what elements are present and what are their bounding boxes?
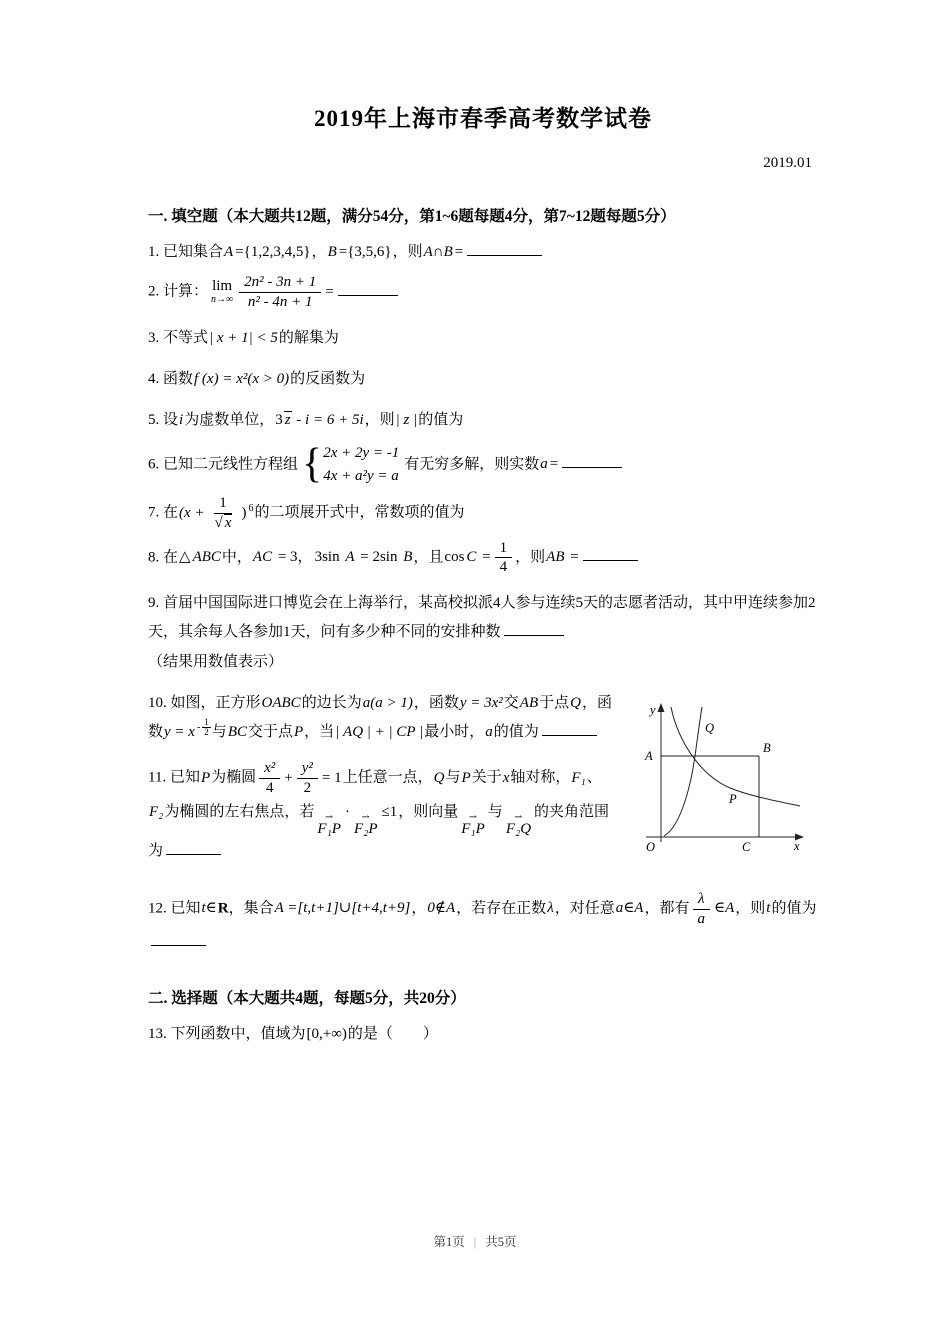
fraction-numerator: 1 bbox=[495, 539, 513, 559]
question-text: 与 bbox=[211, 724, 227, 741]
question-text: ，函数 bbox=[148, 694, 612, 741]
vector-body: F₂Q bbox=[505, 820, 532, 837]
parabola-curve bbox=[664, 707, 702, 836]
math-coefficient: 3 bbox=[275, 412, 283, 429]
equals-sign: = bbox=[454, 244, 464, 260]
vector bbox=[353, 811, 379, 837]
math-point: P bbox=[294, 724, 304, 741]
math-expression: - i = 6 + 5i bbox=[292, 412, 364, 429]
math-var: t bbox=[766, 900, 771, 917]
brace-symbol: { bbox=[302, 440, 323, 487]
radicand: x bbox=[224, 514, 232, 531]
footer-page-number: 第1页 bbox=[433, 1235, 465, 1249]
fraction bbox=[209, 494, 238, 533]
page-footer bbox=[0, 1232, 950, 1250]
fraction bbox=[239, 273, 321, 312]
question-text: 的值为 bbox=[418, 412, 464, 429]
math-var: x bbox=[502, 770, 510, 787]
question-text: 4. 函数 bbox=[148, 371, 194, 387]
exam-date: 2019.01 bbox=[763, 155, 812, 171]
equals-sign: = bbox=[549, 456, 559, 473]
question-text: 有无穷多解，则实数 bbox=[404, 456, 540, 473]
question-9 bbox=[148, 589, 818, 677]
figure-label-q: Q bbox=[705, 720, 715, 735]
section-1-heading: 一. 填空题（本大题共12题，满分54分，第1~6题每题4分，第7~12题每题5分） bbox=[148, 208, 676, 225]
math-equality: = 3， bbox=[274, 549, 313, 566]
math-cosine: cos bbox=[444, 549, 465, 566]
page-content bbox=[148, 100, 818, 1049]
figure-label-y: y bbox=[650, 702, 656, 717]
question-text: ，若存在正数 bbox=[456, 900, 547, 917]
math-point: Q bbox=[570, 694, 581, 711]
question-text: 为椭圆 bbox=[211, 770, 257, 787]
fraction-numerator: 1 bbox=[214, 494, 232, 514]
math-membership: a∈A bbox=[615, 900, 644, 917]
math-side: AB bbox=[546, 549, 565, 566]
question-4 bbox=[148, 365, 818, 394]
vector-body: F₁P bbox=[317, 820, 341, 837]
math-expression: f (x) = x²(x > 0) bbox=[194, 371, 290, 387]
math-equality: = 2sin bbox=[356, 549, 402, 566]
question-2 bbox=[148, 273, 818, 312]
math-open: (x + bbox=[179, 504, 205, 521]
math-point: Q bbox=[433, 770, 445, 787]
question-text: ，集合 bbox=[228, 900, 274, 917]
math-segment: AB bbox=[519, 694, 539, 711]
figure-label-a: A bbox=[645, 748, 653, 763]
math-set-union: A =[t,t+1]∪[t+4,t+9] bbox=[274, 900, 411, 917]
math-square-name: OABC bbox=[261, 694, 301, 711]
binomial-expression bbox=[178, 495, 254, 531]
fraction-numerator: y² bbox=[297, 759, 318, 779]
question-text: 为虚数单位， bbox=[184, 412, 275, 429]
vector-arrow-icon: ⇀ bbox=[514, 811, 523, 823]
math-expression: A∩B bbox=[423, 244, 453, 260]
fraction-denominator bbox=[209, 514, 238, 533]
footer-separator: | bbox=[473, 1235, 477, 1249]
question-text: 11. 已知 bbox=[148, 770, 200, 787]
vector bbox=[505, 811, 532, 837]
question-text: 于点 bbox=[539, 694, 570, 711]
y-axis-arrowhead bbox=[658, 703, 665, 712]
answer-blank bbox=[542, 721, 597, 736]
fraction-numerator: 1 bbox=[204, 717, 209, 727]
math-interval: [0,+∞) bbox=[306, 1025, 347, 1042]
question-text: 交 bbox=[503, 694, 519, 711]
question-text: 5. 设 bbox=[148, 412, 179, 429]
math-triangle-name: ABC bbox=[192, 549, 221, 566]
question-text: 的边长为 bbox=[301, 694, 362, 711]
vector-arrow-icon: ⇀ bbox=[361, 811, 370, 823]
inequality: ≤1 bbox=[381, 803, 398, 820]
fraction bbox=[495, 539, 513, 578]
exponent bbox=[196, 717, 212, 738]
question-text: ，则 bbox=[735, 900, 766, 917]
question-text: 中， bbox=[221, 549, 252, 566]
question-13 bbox=[148, 1020, 818, 1049]
fraction-denominator: 4 bbox=[499, 559, 508, 576]
fraction-numerator: λ bbox=[693, 890, 710, 910]
section-2-heading: 二. 选择题（本大题共4题，每题5分，共20分） bbox=[148, 989, 466, 1007]
enumeration-comma: 、 bbox=[586, 770, 602, 787]
figure-label-x: x bbox=[794, 838, 800, 853]
math-var: B bbox=[327, 244, 337, 260]
fraction-numerator: x² bbox=[259, 759, 280, 779]
question-text: 关于 bbox=[471, 770, 502, 787]
question-text: 最小时， bbox=[424, 724, 485, 741]
comma: ， bbox=[311, 244, 327, 260]
question-text: 12. 已知 bbox=[148, 900, 201, 917]
math-function: y = x bbox=[164, 724, 195, 741]
comma: ， bbox=[411, 900, 427, 917]
question-text: 的二项展开式中，常数项的值为 bbox=[254, 504, 465, 521]
math-membership: ∈A bbox=[714, 900, 735, 917]
question-text: ，函数 bbox=[413, 694, 459, 711]
radical-sign: √ bbox=[214, 514, 223, 531]
equation-row: 2x + 2y = -1 bbox=[323, 444, 400, 461]
fraction-denominator: a bbox=[697, 910, 705, 927]
math-point: P bbox=[461, 770, 471, 787]
equals-sign: = bbox=[566, 549, 579, 566]
limit-expression bbox=[211, 279, 233, 305]
question-text: ，且 bbox=[413, 549, 444, 566]
question-8 bbox=[148, 539, 818, 578]
math-side: AC bbox=[252, 549, 273, 566]
equation-system bbox=[302, 442, 400, 489]
dot-product-sign: · bbox=[344, 803, 350, 820]
math-not-in: 0∉A bbox=[427, 900, 456, 917]
coordinate-figure bbox=[626, 699, 818, 867]
math-expression: a(a > 1) bbox=[362, 694, 413, 711]
math-sine: 3sin bbox=[314, 549, 344, 566]
question-text: 的反函数为 bbox=[290, 371, 366, 387]
fraction bbox=[259, 759, 280, 798]
plus-sign: + bbox=[284, 770, 293, 787]
footer-total-pages: 共5页 bbox=[485, 1235, 517, 1249]
question-text: 与 bbox=[487, 803, 503, 820]
question-text: ，则 bbox=[364, 412, 395, 429]
math-var: A bbox=[345, 549, 355, 566]
question-text: 13. 下列函数中，值域为 bbox=[148, 1025, 306, 1042]
equals-sign: = bbox=[325, 283, 334, 300]
question-text: ，对任意 bbox=[554, 900, 615, 917]
equation-row: 4x + a²y = a bbox=[323, 467, 399, 484]
page-title: 2019年上海市春季高考数学试卷 bbox=[314, 106, 652, 131]
question-text: 交于点 bbox=[247, 724, 293, 741]
answer-blank bbox=[467, 241, 542, 256]
fraction-denominator: 2 bbox=[303, 780, 312, 797]
math-modulus: | z | bbox=[395, 412, 418, 429]
math-lambda: λ bbox=[547, 900, 554, 917]
exponent-fraction bbox=[202, 718, 211, 738]
question-text: 3. 不等式 bbox=[148, 329, 209, 346]
question-text: 上任意一点， bbox=[342, 770, 433, 787]
vector-body: F₂P bbox=[353, 820, 378, 837]
fraction bbox=[693, 890, 711, 929]
question-text: 8. 在 bbox=[148, 549, 179, 566]
math-var: a bbox=[485, 724, 493, 741]
figure-label-b: B bbox=[763, 740, 771, 755]
question-text: ，都有 bbox=[644, 900, 690, 917]
question-text: 1. 已知集合 bbox=[148, 244, 224, 260]
question-text: ，当 bbox=[304, 724, 335, 741]
limit-operator: lim bbox=[212, 278, 233, 295]
question-text: 为椭圆的左右焦点，若 bbox=[164, 803, 315, 820]
math-expression: | AQ | + | CP | bbox=[335, 724, 424, 741]
math-expression: t∈ bbox=[201, 900, 217, 917]
fraction-denominator: 2 bbox=[204, 727, 209, 738]
question-text: 与 bbox=[445, 770, 461, 787]
answer-blank bbox=[562, 453, 622, 468]
minus-sign: - bbox=[196, 722, 201, 734]
question-text: ，则 bbox=[515, 549, 546, 566]
figure-label-c: C bbox=[742, 839, 751, 854]
question-text: 9. 首届中国国际进口博览会在上海举行，某高校拟派4人参与连续5天的志愿者活动，其中甲连续参加2天，其余每人各参加1天，问有多少种不同的安排种数 bbox=[148, 595, 816, 641]
math-set: ={1,2,3,4,5} bbox=[235, 244, 311, 260]
math-conjugate: z bbox=[284, 412, 291, 429]
figure-label-o: O bbox=[646, 839, 656, 854]
question-note: （结果用数值表示） bbox=[148, 653, 284, 670]
question-10-11-block bbox=[148, 689, 818, 878]
question-text: 6. 已知二元线性方程组 bbox=[148, 456, 299, 473]
math-close: ) bbox=[241, 504, 247, 521]
question-10-figure bbox=[626, 699, 818, 872]
question-3 bbox=[148, 324, 818, 353]
question-text: 轴对称， bbox=[510, 770, 571, 787]
math-point: P bbox=[200, 770, 211, 787]
answer-blank bbox=[583, 546, 638, 561]
math-set: ={3,5,6} bbox=[338, 244, 392, 260]
question-text: ，则 bbox=[392, 244, 423, 260]
question-7 bbox=[148, 494, 818, 533]
math-var: B bbox=[403, 549, 413, 566]
answer-blank bbox=[338, 281, 398, 296]
question-text: 7. 在 bbox=[148, 504, 179, 521]
fraction-numerator: 2n² - 3n + 1 bbox=[239, 273, 321, 293]
math-focus: F₂ bbox=[149, 803, 164, 820]
vector bbox=[316, 811, 342, 837]
exponent: 6 bbox=[248, 502, 254, 514]
math-segment: BC bbox=[227, 724, 247, 741]
question-text: ，则向量 bbox=[398, 803, 459, 820]
figure-label-p: P bbox=[729, 791, 737, 806]
question-6 bbox=[148, 442, 818, 489]
math-reals-symbol: R bbox=[217, 900, 229, 917]
math-var: a bbox=[540, 456, 548, 473]
vector-arrow-icon: ⇀ bbox=[324, 811, 334, 823]
question-1 bbox=[148, 238, 818, 267]
equals-sign: = 1 bbox=[321, 770, 342, 787]
question-12 bbox=[148, 890, 818, 958]
question-text: 2. 计算： bbox=[148, 283, 209, 300]
equation-rows bbox=[322, 442, 400, 489]
answer-blank bbox=[504, 621, 564, 636]
math-var: i bbox=[179, 412, 184, 429]
fraction-denominator: n² - 4n + 1 bbox=[247, 294, 313, 310]
answer-blank bbox=[166, 840, 221, 855]
question-text: 的值为 bbox=[493, 724, 539, 741]
math-var: C bbox=[466, 549, 477, 566]
question-text: 的夹角范围为 bbox=[148, 803, 610, 859]
math-expression: | x + 1| < 5 bbox=[209, 329, 278, 346]
question-text: 10. 如图，正方形 bbox=[148, 694, 261, 711]
answer-blank bbox=[151, 931, 206, 946]
math-function: y = 3x² bbox=[459, 694, 503, 711]
limit-subscript: n→∞ bbox=[211, 294, 234, 306]
question-text: 的解集为 bbox=[278, 329, 339, 346]
question-text: 的是（ ） bbox=[347, 1025, 438, 1042]
vector bbox=[460, 811, 486, 837]
math-var: A bbox=[224, 244, 234, 260]
math-focus: F₁ bbox=[571, 770, 586, 787]
vector-body: F₁P bbox=[461, 820, 485, 837]
equals-sign: = bbox=[478, 549, 491, 566]
question-text: 的值为 bbox=[771, 900, 817, 917]
triangle-symbol: △ bbox=[179, 549, 191, 566]
fraction-denominator: 4 bbox=[265, 780, 274, 797]
fraction bbox=[297, 759, 318, 798]
question-5 bbox=[148, 406, 818, 435]
vector-arrow-icon: ⇀ bbox=[468, 811, 478, 823]
